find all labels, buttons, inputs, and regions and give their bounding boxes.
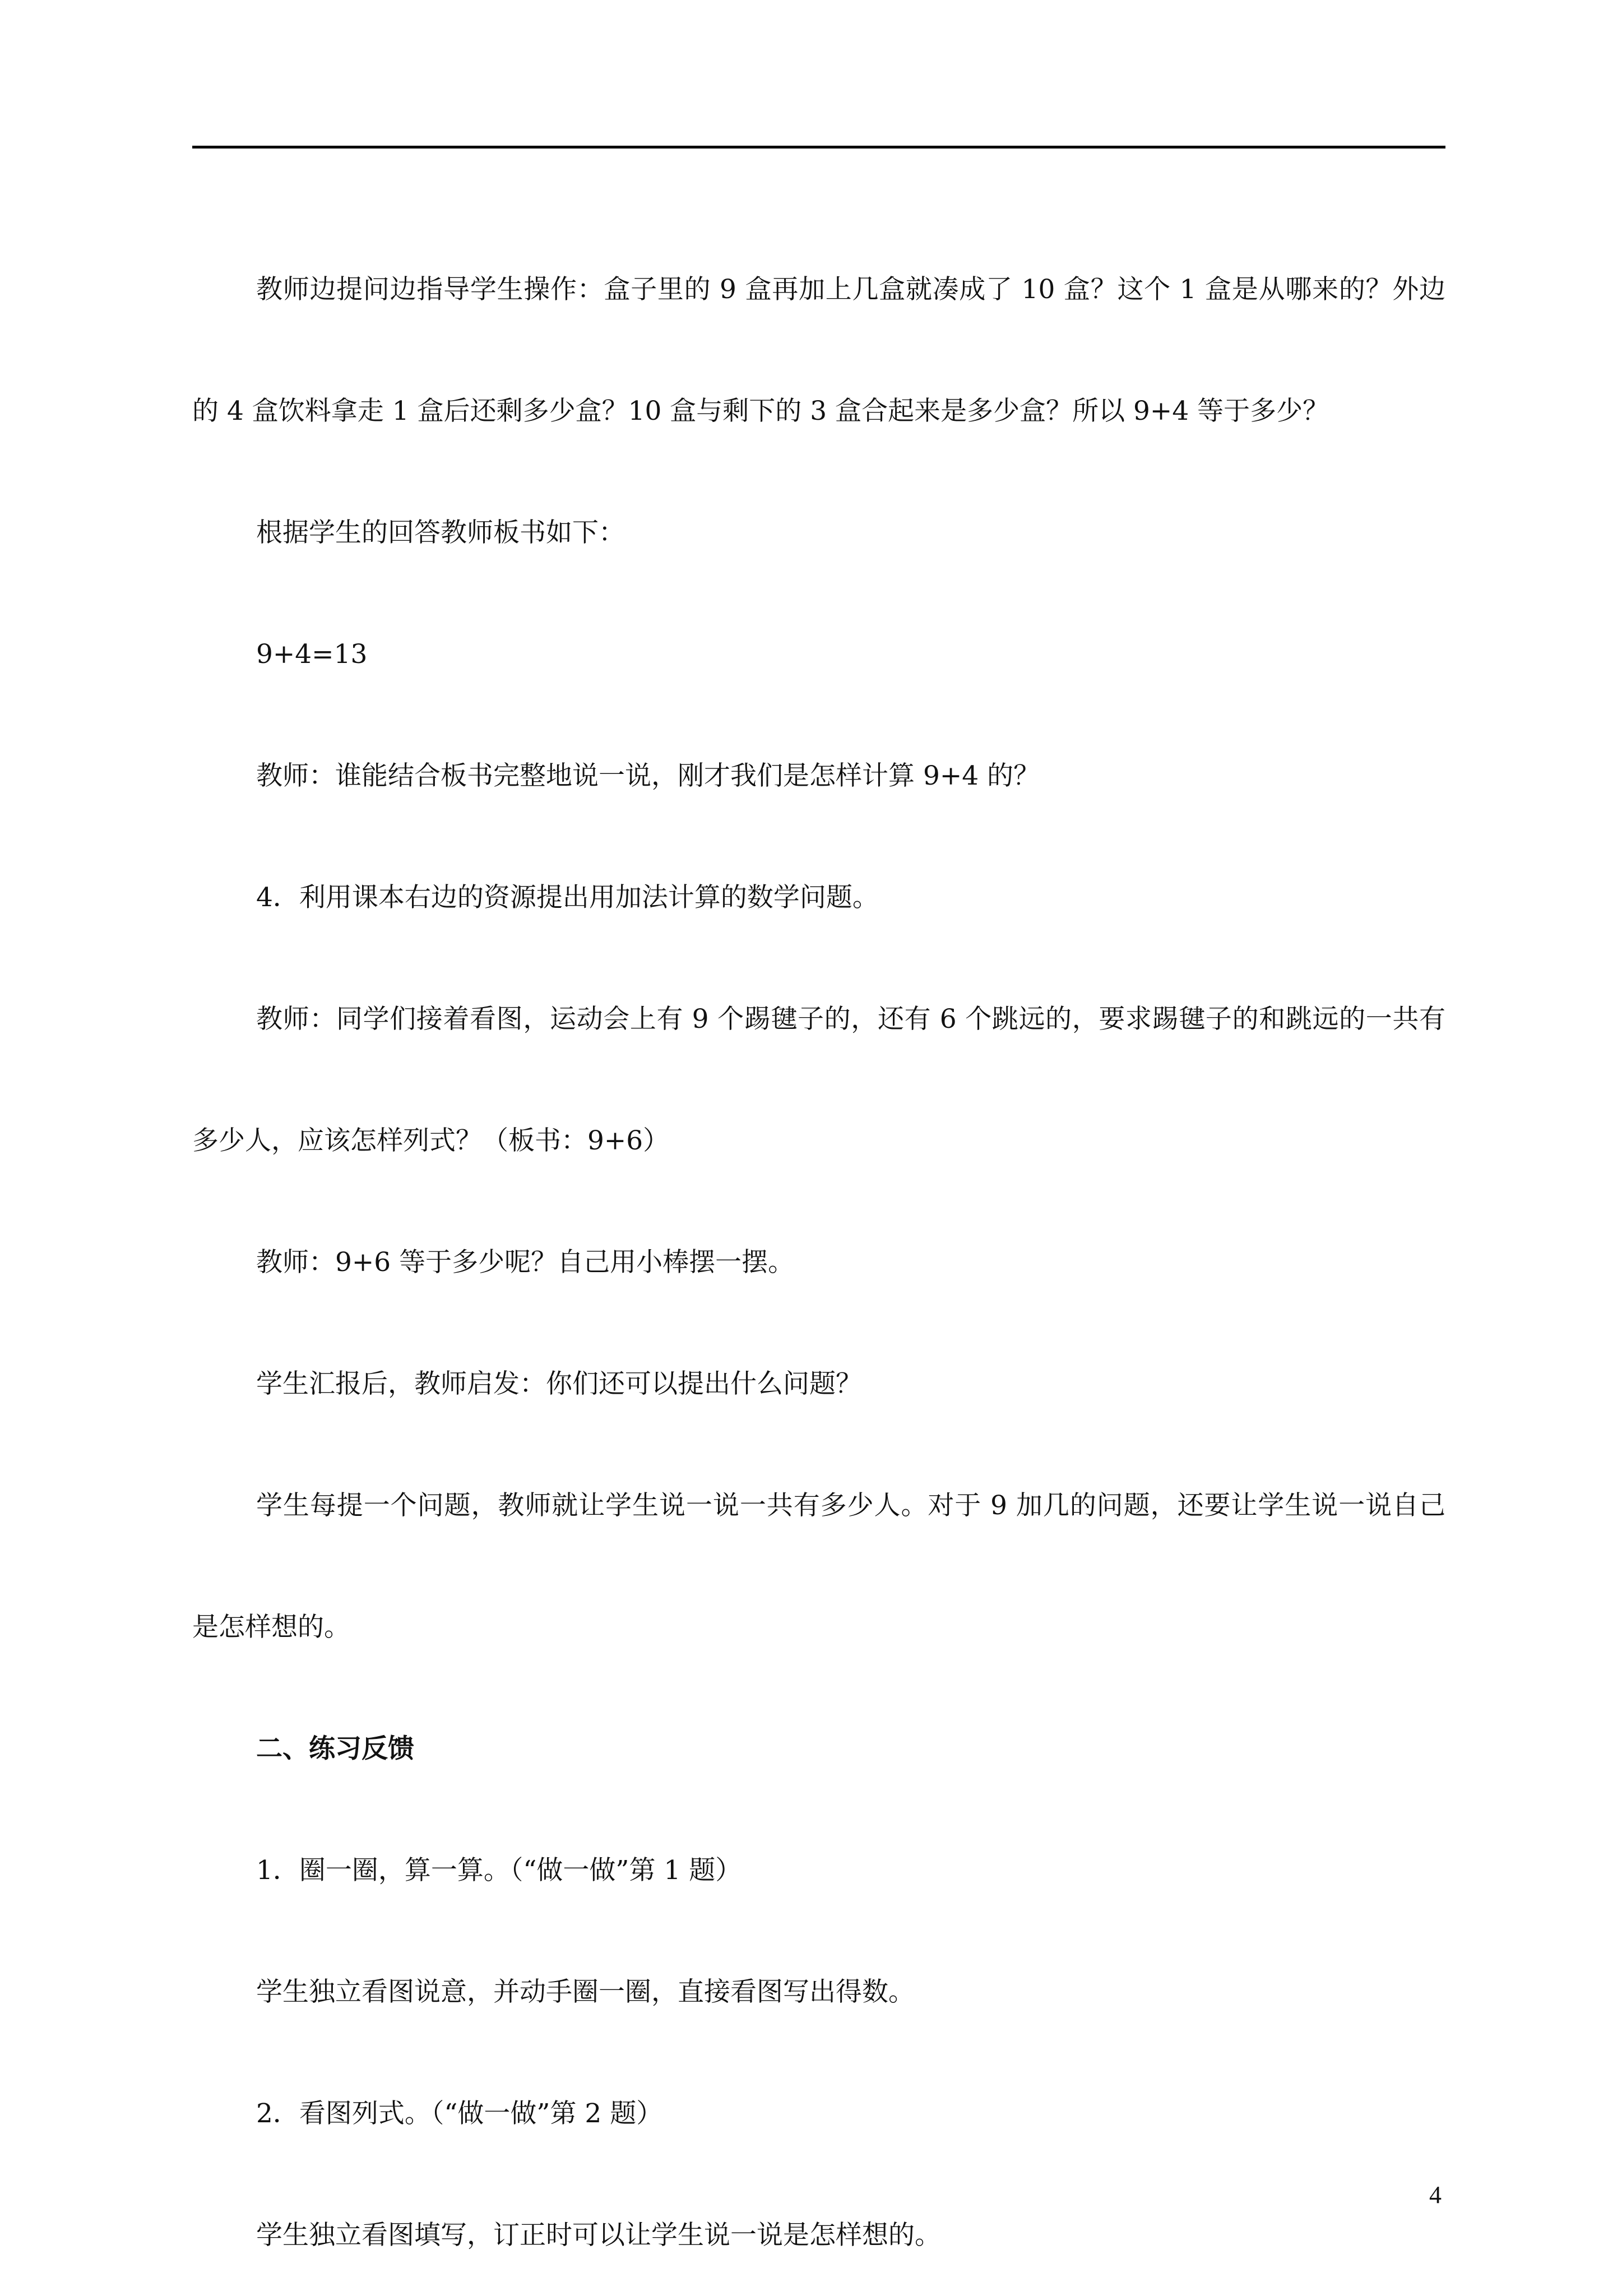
paragraph-step-4: 4．利用课本右边的资源提出用加法计算的数学问题。 bbox=[256, 882, 879, 913]
paragraph-exercise-2: 2．看图列式。（“做一做”第 2 题） bbox=[256, 2098, 663, 2129]
paragraph-each-question: 学生每提一个问题，教师就让学生说一说一共有多少人。对于 9 加几的问题，还要让学生说一说自己是怎样想的。 bbox=[192, 1490, 1445, 1643]
paragraph-equation: 9+4=13 bbox=[256, 639, 368, 670]
section-heading-practice-feedback: 二、练习反馈 bbox=[256, 1733, 414, 1764]
page-number: 4 bbox=[1429, 2181, 1442, 2209]
paragraph-teacher-guided-operation: 教师边提问边指导学生操作：盒子里的 9 盒再加上几盒就凑成了 10 盒？这个 1 盒是从哪来的？外边的 4 盒饮料拿走 1 盒后还剩多少盒？10 盒与剩下的 3 盒合起来是多少盒？所以 9+4 等于多少？ bbox=[192, 274, 1445, 426]
header-rule bbox=[192, 146, 1445, 149]
paragraph-sticks-activity: 教师：9+6 等于多少呢？自己用小棒摆一摆。 bbox=[256, 1247, 795, 1278]
document-body bbox=[192, 229, 1445, 2296]
paragraph-student-report: 学生汇报后，教师启发：你们还可以提出什么问题？ bbox=[256, 1369, 862, 1399]
paragraph-exercise-2-note: 学生独立看图填写，订正时可以让学生说一说是怎样想的。 bbox=[256, 2220, 941, 2251]
paragraph-explain-calculation: 教师：谁能结合板书完整地说一说，刚才我们是怎样计算 9+4 的？ bbox=[256, 760, 1040, 791]
paragraph-sports-question: 教师：同学们接着看图，运动会上有 9 个踢毽子的，还有 6 个跳远的，要求踢毽子的和跳远的一共有多少人，应该怎样列式？（板书：9+6） bbox=[192, 1004, 1445, 1156]
paragraph-exercise-1: 1．圈一圈，算一算。（“做一做”第 1 题） bbox=[256, 1855, 742, 1886]
paragraph-exercise-1-note: 学生独立看图说意，并动手圈一圈，直接看图写出得数。 bbox=[256, 1977, 915, 2007]
paragraph-board-intro: 根据学生的回答教师板书如下： bbox=[256, 517, 625, 548]
